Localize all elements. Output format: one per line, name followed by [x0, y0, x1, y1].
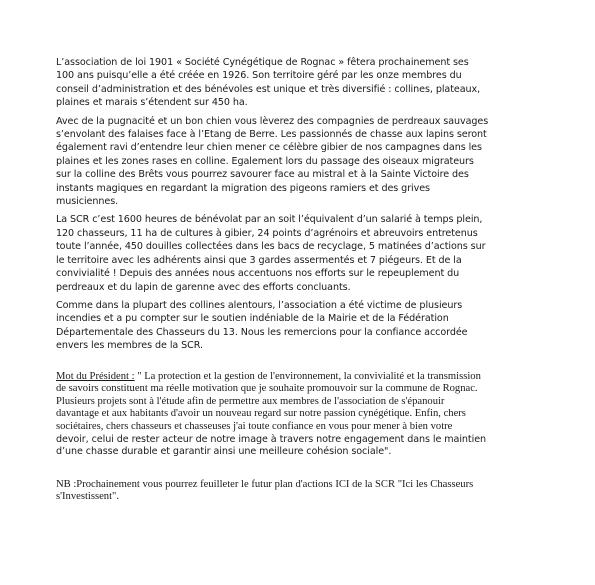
text-line: envers les membres de la SCR.	[56, 340, 204, 352]
text-line: conseil d’administration et des bénévoles est unique et très diversifié : collines, plateaux,	[56, 83, 481, 95]
text-line: davantage et aux habitants d'avoir un nouveau regard sur notre passion cynégétique. Enfin, chers	[56, 408, 466, 420]
paragraph-fires	[56, 299, 544, 353]
text-line	[56, 371, 544, 384]
text-line: Plusieurs projets sont à l'étude afin de permettre aux membres de l'association de s'épanouir	[56, 395, 445, 407]
text-line: plaines et les zones rases en colline. Egalement lors du passage des oiseaux migrateurs	[56, 155, 474, 167]
document-page	[56, 56, 544, 504]
text-line: 100 ans puisqu’elle a été créée en 1926. Son territoire géré par les onze membres du	[56, 70, 462, 82]
text-line: de savoirs constituent ma réelle motivation que je souhaite promouvoir sur la commune de Rognac.	[56, 383, 478, 395]
text-line: toute l’année, 450 douilles collectées dans les bacs de recyclage, 5 matinées d’actions sur	[56, 241, 486, 253]
text-line: musiciennes.	[56, 196, 119, 208]
text-line: également ravi d’entendre leur chien mener ce célèbre gibier de nos campagnes dans les	[56, 142, 482, 154]
paragraph-centenary	[56, 56, 544, 110]
text-line: Avec de la pugnacité et un bon chien vous lèverez des compagnies de perdreaux sauvages	[56, 115, 489, 127]
text-line: L’association de loi 1901 « Société Cynégétique de Rognac » fêtera prochainement ses	[56, 57, 469, 68]
text-line: perdreaux et du lapin de garenne avec des efforts concluants.	[56, 281, 351, 293]
president-first-line: " La protection et la gestion de l'environnement, la convivialité et la transmission	[134, 370, 481, 382]
text-line: Comme dans la plupart des collines alentours, l’association a été victime de plusieurs	[56, 299, 463, 311]
text-line: 120 chasseurs, 11 ha de cultures à gibier, 24 points d’agrénoirs et abreuvoirs entretenus	[56, 227, 478, 239]
text-line: NB :Prochainement vous pourrez feuilleter le futur plan d'actions ICI de la SCR "Ici les Chasseurs	[56, 478, 474, 490]
paragraph-volunteering	[56, 213, 544, 293]
text-line: sur la colline des Brêts vous pourrez savourer face au mistral et à la Sainte Victoire des	[56, 169, 469, 181]
paragraph-hunting	[56, 115, 544, 209]
text-line: plaines et marais s’étendent sur 450 ha.	[56, 97, 248, 109]
text-line: La SCR c’est 1600 heures de bénévolat par an soit l’équivalent d’un salarié à temps plein,	[56, 214, 483, 226]
text-line: le territoire avec les adhérents ainsi que 3 gardes assermentés et 7 piégeurs. Et de la	[56, 254, 462, 266]
president-heading: Mot du Président :	[56, 370, 135, 382]
text-line: incendies et a pu compter sur le soutien indéniable de la Mairie et de la Fédération	[56, 313, 449, 325]
text-line: d’une chasse durable et garantir ainsi une meilleure cohésion sociale".	[56, 446, 392, 458]
nb-note	[56, 479, 544, 504]
text-line: s’envolant des falaises face à l’Etang de Berre. Les passionnés de chasse aux lapins seront	[56, 129, 487, 141]
text-line: instants magiques en regardant la migration des pigeons ramiers et des grives	[56, 182, 430, 194]
text-line: sociétaires, chers chasseurs et chasseuses j'ai toute confiance en vous pour mener à bien votre	[56, 420, 453, 432]
text-line: s'Investissent".	[56, 491, 120, 503]
president-message	[56, 371, 544, 459]
text-line: devoir, celui de rester acteur de notre image à travers notre engagement dans le maintien	[56, 433, 487, 445]
text-line: convivialité ! Depuis des années nous accentuons nos efforts sur le repeuplement du	[56, 268, 460, 280]
text-line: Départementale des Chasseurs du 13. Nous les remercions pour la confiance accordée	[56, 326, 468, 338]
